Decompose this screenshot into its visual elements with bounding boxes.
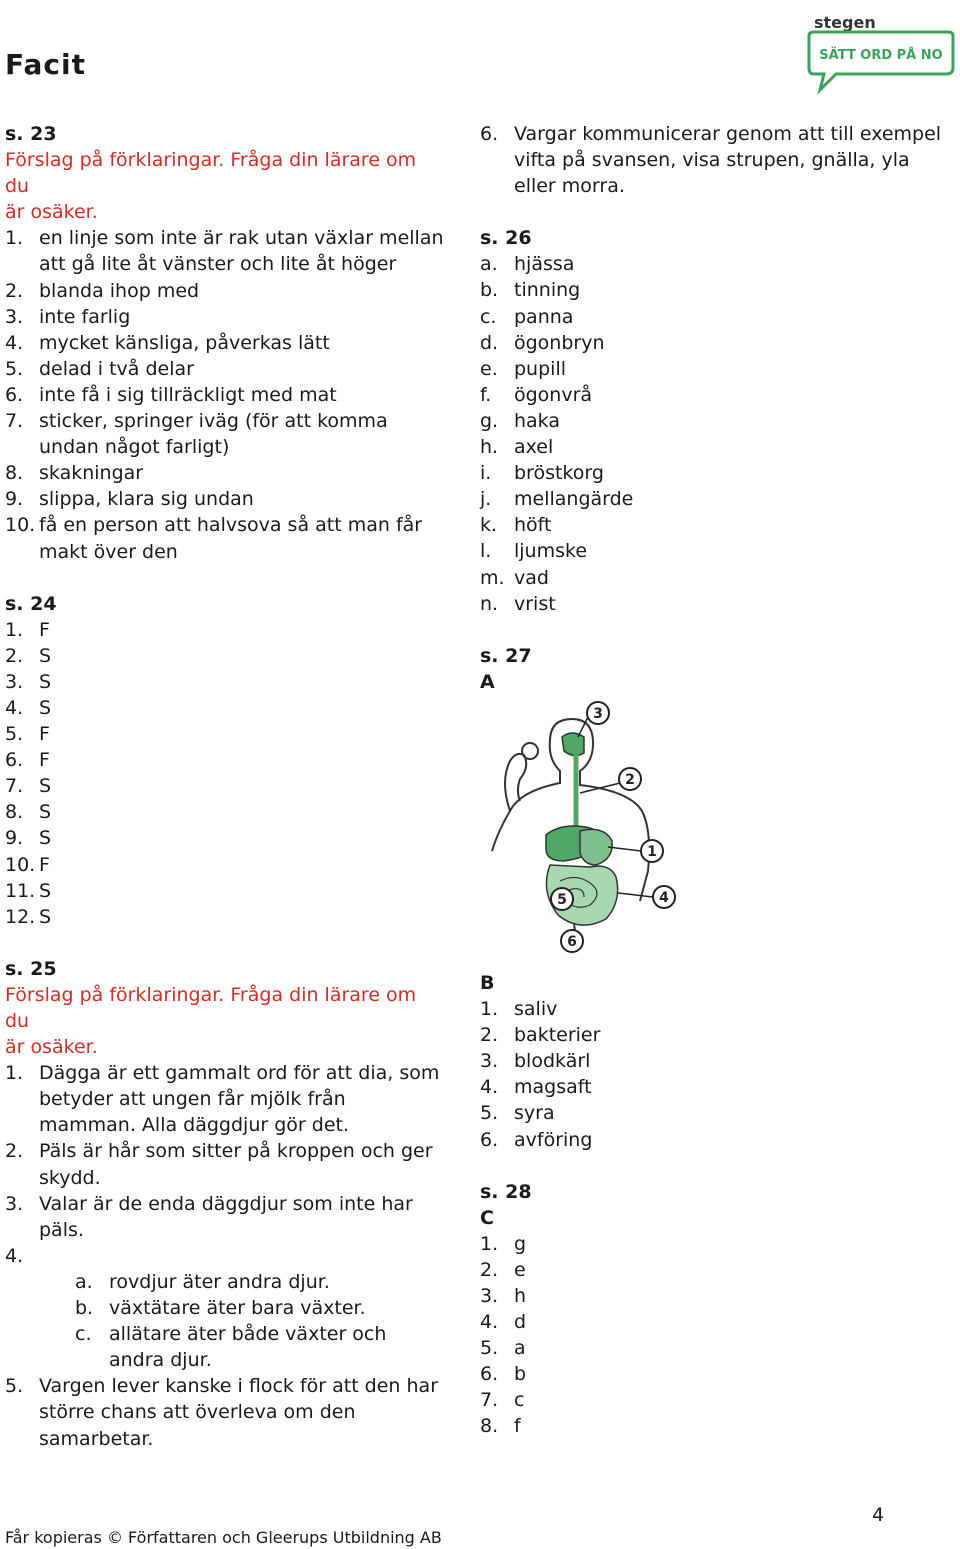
list-item-number: 10.	[5, 853, 36, 876]
list-item	[480, 1387, 950, 1413]
list-item-number: 4.	[5, 331, 24, 354]
s27-part-b: B	[480, 971, 495, 994]
figure-label-5: 5	[557, 891, 567, 908]
figure-label-3: 3	[593, 705, 603, 722]
figure-label-6: 6	[567, 933, 577, 950]
list-item-number: l.	[480, 540, 492, 563]
list-item-number: 4.	[5, 696, 24, 719]
list-item-number: 6.	[5, 749, 24, 772]
list-item-text: saliv	[514, 998, 558, 1021]
list-item-text: f	[514, 1415, 521, 1438]
list-item	[480, 486, 950, 512]
list-item-number: a.	[75, 1270, 93, 1293]
list-item-text: rovdjur äter andra djur.	[109, 1270, 330, 1293]
list-item-number: b.	[75, 1297, 94, 1320]
list-item: 6. Vargar kommunicerar genom att till exempel vifta på svansen, visa strupen, gnälla, yla eller morra.	[480, 123, 942, 198]
s23-answer-list	[5, 225, 445, 564]
list-item	[480, 460, 950, 486]
logo-top-text: stegen	[814, 13, 876, 32]
s23-note-line2: är osäker.	[5, 201, 98, 224]
list-item-text: ögonvrå	[514, 383, 593, 406]
list-item-text: S	[39, 905, 52, 928]
list-item	[480, 356, 950, 382]
list-item-text: mycket känsliga, påverkas lätt	[39, 331, 330, 354]
section-heading-s23: s. 23	[5, 123, 57, 145]
list-item	[480, 1022, 950, 1048]
list-item-text: S	[39, 801, 52, 824]
list-item-text: delad i två delar	[39, 357, 194, 380]
list-item-text: h	[514, 1285, 527, 1307]
list-item-number: f.	[480, 383, 492, 406]
section-heading-s28: s. 28	[480, 1180, 532, 1203]
list-item	[480, 538, 950, 564]
list-item-text: hjässa	[514, 253, 575, 276]
list-item-number: 5.	[5, 723, 24, 746]
list-item	[5, 878, 445, 904]
s24-answer-list	[5, 617, 445, 930]
s28-part-c: C	[480, 1206, 494, 1229]
list-item	[480, 996, 950, 1022]
digestive-system-figure	[480, 701, 680, 963]
list-item-text: inte få i sig tillräckligt med mat	[39, 383, 337, 406]
list-item-number: 8.	[5, 801, 24, 824]
list-item	[5, 356, 445, 382]
list-item-number: 9.	[5, 827, 24, 850]
list-item-text: blodkärl	[514, 1050, 591, 1073]
list-item-text: mellangärde	[514, 488, 634, 511]
list-item	[480, 1257, 950, 1283]
right-column	[480, 121, 950, 1440]
list-item-text: S	[39, 827, 52, 850]
list-item-text: a	[514, 1337, 526, 1360]
list-item	[5, 799, 445, 825]
list-item-text: axel	[514, 436, 554, 459]
logo-bottom-text: SÄTT ORD PÅ NO	[819, 48, 943, 63]
list-item	[480, 1283, 950, 1309]
list-item	[480, 1231, 950, 1257]
list-item-text: S	[39, 644, 52, 667]
list-item-number: 2.	[5, 644, 24, 667]
list-item-text: bröstkorg	[514, 462, 604, 485]
stomach	[580, 829, 612, 865]
list-item-number: e.	[480, 357, 498, 380]
list-item-text: skakningar	[39, 462, 144, 485]
list-item-number: 6.	[480, 1128, 499, 1151]
list-item-number: 5.	[480, 1102, 499, 1125]
list-item-number: 6.	[5, 383, 24, 406]
list-item	[5, 747, 445, 773]
list-item	[480, 304, 950, 330]
list-item	[480, 382, 950, 408]
list-item-text: g	[514, 1232, 527, 1255]
list-item-number: 2.	[5, 279, 24, 302]
list-item-number: 5.	[5, 357, 24, 380]
list-item-number: 9.	[5, 488, 24, 511]
list-item-text: d	[514, 1311, 527, 1334]
s27-part-a: A	[480, 670, 495, 693]
list-item-number: g.	[480, 409, 499, 432]
list-item	[480, 1335, 950, 1361]
list-item-number: b.	[480, 279, 499, 302]
list-item-text: F	[39, 618, 50, 641]
list-item-number: 5.	[480, 1337, 499, 1360]
apple-shape	[522, 743, 538, 759]
list-item	[5, 617, 445, 643]
list-item-text: sticker, springer iväg (för att komma undan något farligt)	[39, 410, 388, 459]
list-item-text: syra	[514, 1102, 555, 1125]
s28-answer-list	[480, 1231, 950, 1440]
figure-label-4: 4	[659, 889, 669, 906]
list-item-number: 8.	[5, 462, 24, 485]
page-number: 4	[872, 1504, 885, 1526]
list-item-text: ögonbryn	[514, 331, 605, 354]
mouth-cavity	[562, 733, 584, 756]
list-item	[5, 460, 445, 486]
list-item	[5, 721, 445, 747]
list-item-number: i.	[480, 462, 492, 485]
list-item	[5, 1269, 445, 1295]
list-item-number: 12.	[5, 905, 36, 928]
list-item	[480, 408, 950, 434]
list-item-text: S	[39, 879, 52, 902]
list-item	[5, 773, 445, 799]
list-item	[480, 434, 950, 460]
list-item-number: 6.	[480, 1363, 499, 1386]
s23-note-line1: Förslag på förklaringar. Fråga din lärare om du	[5, 149, 417, 198]
list-item-number: k.	[480, 514, 498, 537]
list-item	[480, 1413, 950, 1439]
list-item: 4.	[5, 1244, 24, 1267]
list-item-text: S	[39, 696, 52, 719]
list-item-text: F	[39, 723, 50, 746]
list-item-text: ljumske	[514, 540, 588, 563]
list-item-number: m.	[480, 566, 505, 589]
list-item: 1. Dägga är ett gammalt ord för att dia, som betyder att ungen får mjölk från mamman. Alla däggdjur gör det.	[5, 1062, 440, 1137]
list-item-text: en linje som inte är rak utan växlar mellan att gå lite åt vänster och lite åt höger	[39, 227, 444, 276]
list-item	[480, 1074, 950, 1100]
list-item-number: 7.	[480, 1389, 499, 1412]
list-item-number: h.	[480, 436, 499, 459]
list-item	[5, 904, 445, 930]
list-item-number: 2.	[480, 1258, 499, 1281]
list-item-text: F	[39, 853, 50, 876]
section-heading-s24: s. 24	[5, 592, 57, 615]
list-item-text: pupill	[514, 357, 566, 380]
list-item-number: a.	[480, 253, 498, 276]
list-item-number: 7.	[5, 775, 24, 798]
list-item-text: haka	[514, 409, 560, 432]
s25-note-line2: är osäker.	[5, 1036, 98, 1059]
list-item-text: S	[39, 775, 52, 798]
list-item-text: b	[514, 1363, 527, 1386]
list-item-number: 3.	[480, 1050, 499, 1073]
list-item-number: 7.	[5, 410, 24, 433]
list-item-text: allätare äter både växter och andra djur.	[109, 1323, 387, 1372]
list-item-text: få en person att halvsova så att man får makt över den	[39, 514, 423, 563]
list-item	[480, 1100, 950, 1126]
list-item-text: slippa, klara sig undan	[39, 488, 254, 511]
list-item-number: 4.	[480, 1311, 499, 1334]
list-item-text: blanda ihop med	[39, 279, 200, 302]
list-item-text: S	[39, 670, 52, 693]
list-item	[480, 251, 950, 277]
list-item-number: c.	[75, 1323, 92, 1346]
list-item-text: inte farlig	[39, 305, 131, 328]
list-item	[480, 512, 950, 538]
list-item-number: d.	[480, 331, 499, 354]
list-item: 3. Valar är de enda däggdjur som inte har päls.	[5, 1192, 413, 1241]
stegen-logo	[806, 6, 956, 96]
list-item-text: avföring	[514, 1128, 593, 1151]
s25-note-line1: Förslag på förklaringar. Fråga din lärare om du	[5, 983, 417, 1032]
list-item	[5, 382, 445, 408]
list-item	[480, 1127, 950, 1153]
list-item-text: höft	[514, 514, 552, 537]
list-item-number: 10.	[5, 514, 36, 537]
list-item-number: 8.	[480, 1415, 499, 1438]
list-item	[5, 1295, 445, 1321]
list-item-number: 3.	[5, 670, 24, 693]
list-item	[480, 1361, 950, 1387]
list-item	[480, 277, 950, 303]
list-item-number: 1.	[5, 618, 24, 641]
list-item	[480, 1309, 950, 1335]
list-item	[5, 669, 445, 695]
s26-answer-list	[480, 251, 950, 616]
list-item	[480, 565, 950, 591]
list-item	[5, 695, 445, 721]
list-item: 5. Vargen lever kanske i flock för att den har större chans att överleva om den samarbetar.	[5, 1375, 439, 1450]
list-item	[5, 225, 445, 277]
list-item-text: F	[39, 749, 50, 772]
left-column	[5, 121, 445, 1452]
list-item-text: tinning	[514, 279, 581, 302]
list-item-number: 4.	[480, 1076, 499, 1099]
list-item	[5, 486, 445, 512]
list-item-number: c.	[480, 305, 497, 328]
figure-label-2: 2	[625, 771, 635, 788]
section-heading-s26: s. 26	[480, 227, 532, 250]
list-item-number: j.	[480, 488, 492, 511]
list-item-number: 2.	[480, 1024, 499, 1047]
s27-answer-list	[480, 996, 950, 1153]
page-title: Facit	[5, 48, 86, 81]
list-item-text: vad	[514, 566, 549, 589]
list-item	[5, 304, 445, 330]
list-item	[480, 330, 950, 356]
list-item-text: växtätare äter bara växter.	[109, 1297, 366, 1320]
section-heading-s27: s. 27	[480, 644, 532, 667]
list-item-text: bakterier	[514, 1024, 601, 1047]
list-item	[5, 408, 445, 460]
s25-sublist	[5, 1269, 445, 1373]
list-item	[5, 512, 445, 564]
list-item	[480, 591, 950, 617]
list-item-text: e	[514, 1258, 526, 1281]
list-item-number: 3.	[5, 305, 24, 328]
list-item	[5, 825, 445, 851]
list-item	[480, 1048, 950, 1074]
list-item-text: panna	[514, 305, 574, 328]
figure-label-1: 1	[647, 843, 657, 860]
footer-copyright: Får kopieras © Författaren och Gleerups Utbildning AB	[5, 1528, 442, 1547]
list-item-text: magsaft	[514, 1076, 592, 1099]
list-item-text: vrist	[514, 592, 556, 615]
list-item-text: c	[514, 1389, 525, 1412]
list-item	[5, 643, 445, 669]
list-item	[5, 330, 445, 356]
list-item-number: 1.	[480, 998, 499, 1021]
section-heading-s25: s. 25	[5, 957, 57, 980]
list-item-number: 1.	[5, 227, 24, 250]
list-item-number: 1.	[480, 1232, 499, 1255]
list-item	[5, 278, 445, 304]
list-item-number: n.	[480, 592, 499, 615]
list-item-number: 3.	[480, 1285, 499, 1307]
list-item: 2. Päls är hår som sitter på kroppen och ger skydd.	[5, 1140, 433, 1189]
list-item-number: 11.	[5, 879, 36, 902]
list-item	[5, 852, 445, 878]
list-item	[5, 1321, 445, 1373]
